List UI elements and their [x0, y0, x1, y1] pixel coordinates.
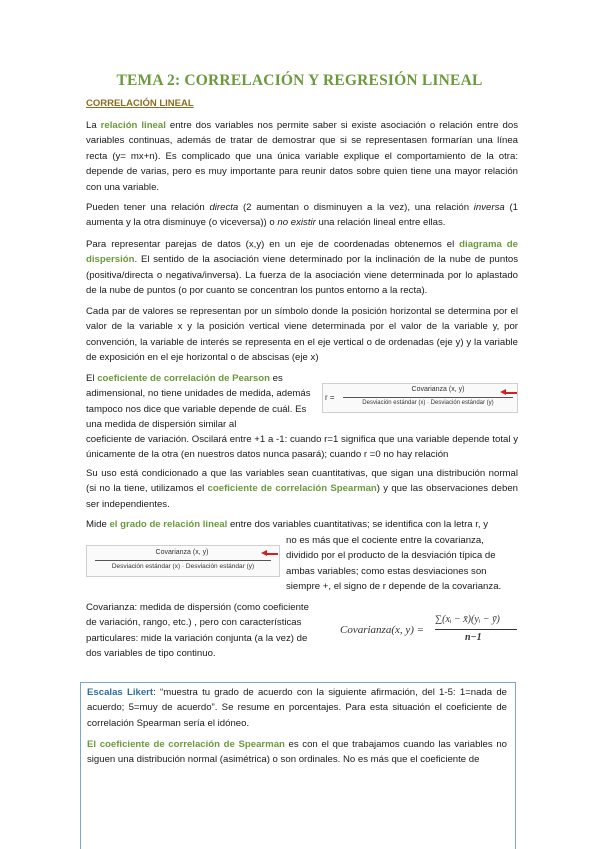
formula-r-label: r = [325, 393, 335, 402]
covarianza-lhs: Covarianza(x, y) = [340, 624, 425, 636]
term-pearson: coeficiente de correlación de Pearson [97, 373, 270, 384]
paragraph-likert: Escalas Likert: “muestra tu grado de acuerdo con la siguiente afirmación, del 1-5: 1=nada de acuerdo; 5=muy de acuerdo”. Se resume en porcentajes. Para esta situación el coeficiente de correlación Spearman sería el idóneo. [87, 687, 507, 729]
red-arrow-icon-2 [266, 553, 278, 555]
formula-denominator: Desviación estándar (x) · Desviación estándar (y) [362, 400, 494, 406]
term-spearman-coef: El coeficiente de correlación de Spearman [87, 739, 285, 750]
likert-spearman-box [80, 682, 516, 849]
covarianza-numerator: ∑(xᵢ − x̄)(yᵢ − ȳ) [435, 614, 500, 625]
term-likert: Escalas Likert [87, 687, 154, 698]
paragraph-pearson-cont: coeficiente de variación. Oscilará entre +1 a -1: cuando r=1 significa que una variable depende total y únicamente de la otra (en nuestros datos nunca pasará); cuando r =0 no hay relación [86, 434, 518, 461]
term-spearman: coeficiente de correlación Spearman [207, 483, 377, 495]
paragraph-pearson: El coeficiente de correlación de Pearson es adimensional, no tiene unidades de medida, además tampoco nos dice que variable depende de cuál. Es una medida de dispersión similar al [86, 373, 311, 431]
term-grado-relacion: el grado de relación lineal [109, 519, 228, 530]
formula2-numerator: Covarianza (x, y) [155, 549, 209, 556]
section-heading: CORRELACIÓN LINEAL [86, 98, 194, 109]
covarianza-denominator: n−1 [465, 632, 482, 643]
paragraph-spearman: El coeficiente de correlación de Spearman es con el que trabajamos cuando las variables no siguen una distribución normal (asimétrica) o son ordinales. No es más que el coeficiente de [87, 739, 507, 766]
formula-numerator: Covarianza (x, y) [411, 386, 465, 393]
red-arrow-icon [505, 392, 517, 394]
formula2-denominator: Desviación estándar (x) · Desviación estándar (y) [111, 563, 255, 570]
term-relacion-lineal: relación lineal [100, 120, 166, 131]
term-diagrama-dispersion: diagrama de dispersión [86, 239, 518, 266]
pearson-formula-figure [322, 383, 518, 413]
paragraph-covarianza: Covarianza: medida de dispersión (como coeficiente de variación, rango, etc.) , pero con características particulares: mide la variación conjunta (a la vez) de dos variables de tipo continuo. [86, 602, 309, 660]
paragraph-uso-condicionado: Su uso está condicionado a que las variables sean cuantitativas, que sigan una distribución normal (si no la tiene, utilizamos el coeficiente de correlación Spearman) y que las observaciones deben ser independientes. [86, 468, 518, 510]
paragraph-relacion-lineal: La relación lineal entre dos variables nos permite saber si existe asociación o relación entre dos variables continuas, además de tratar de demostrar que si se representasen formarían una línea recta (y= mx+n). Es complicado que una única variable explique el comportamiento de la otra: depende de varias, pero es muy importante para reunir datos sobre quien tiene una mayor relación con una variable. [86, 120, 518, 193]
paragraph-grado-relacion-cont: no es más que el cociente entre la covarianza, dividido por el producto de la desviación típica de ambas variables; como estas desviaciones son siempre +, el signo de r depende de la covarianza. [286, 535, 502, 593]
page-title: TEMA 2: CORRELACIÓN Y REGRESIÓN LINEAL [116, 72, 483, 89]
paragraph-grado-relacion: Mide el grado de relación lineal entre dos variables cuantitativas; se identifica con la letra r, y [86, 519, 489, 530]
paragraph-tipos-relacion: Pueden tener una relación directa (2 aumentan o disminuyen a la vez), una relación inversa (1 aumenta y la otra disminuye (o viceversa)) o no existir una relación lineal entre ellas. [86, 202, 518, 229]
correlation-formula-figure [86, 545, 280, 577]
covarianza-formula [340, 612, 520, 652]
paragraph-pares-valores: Cada par de valores se representan por un símbolo donde la posición horizontal se determina por el valor de la variable x y la posición vertical viene determinada por el valor de la variable y, por convención, la variable de interés se representa en el eje vertical o de ordenadas (eje y) y la variable de exposición en el eje horizontal o de abscisas (eje x) [86, 306, 518, 364]
paragraph-diagrama-dispersion: Para representar parejas de datos (x,y) en un eje de coordenadas obtenemos el diagrama de dispersión. El sentido de la asociación viene determinado por la inclinación de la nube de puntos (positiva/directa o negativa/inversa). La fuerza de la asociación viene determinada por lo aplastado de la nube de puntos (o por cuanto se concentran los puntos entorno a la recta). [86, 239, 518, 297]
